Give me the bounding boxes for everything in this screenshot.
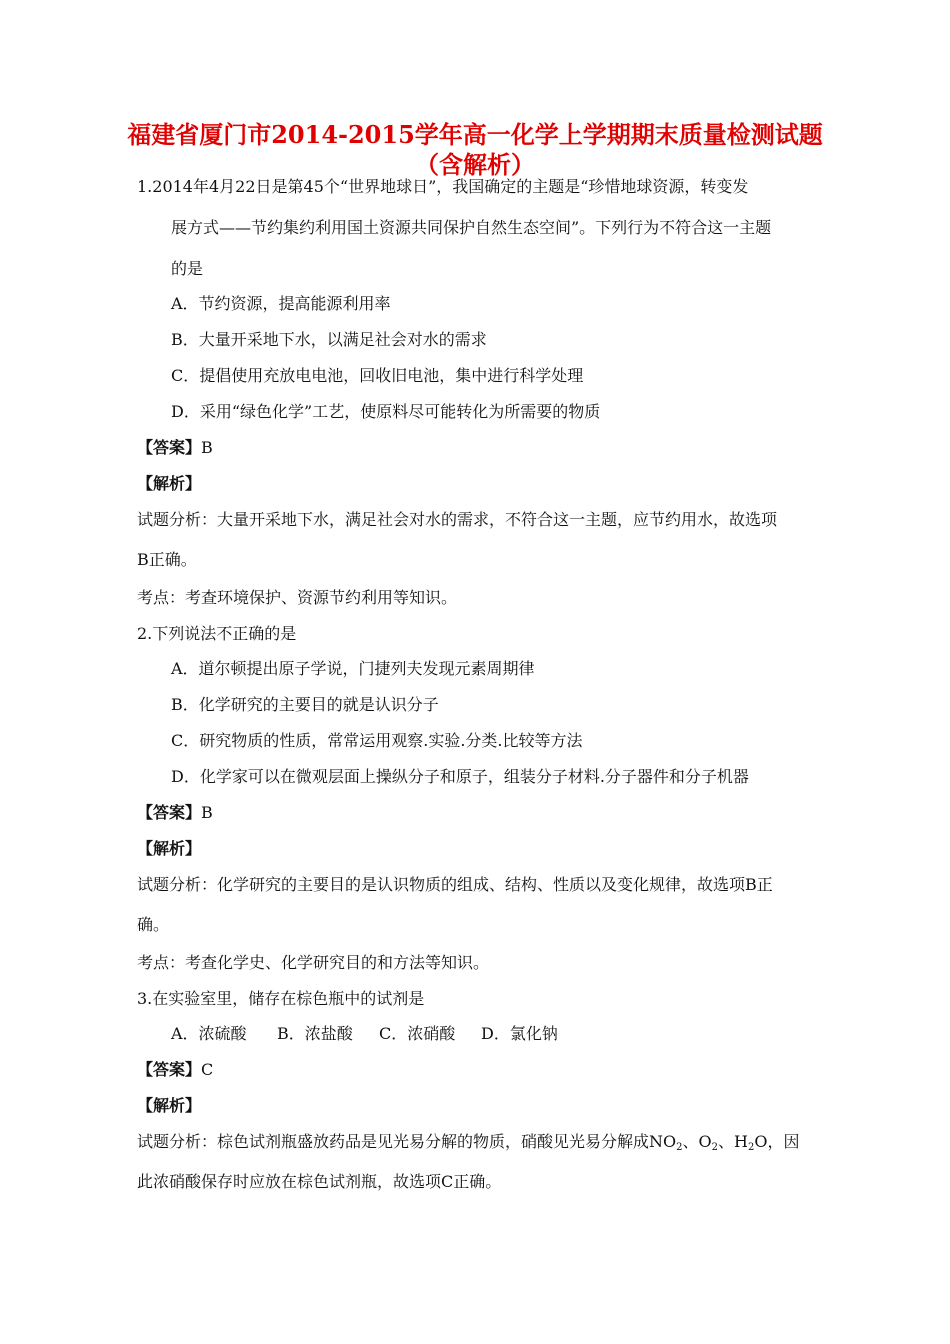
analysis-text: 、O xyxy=(682,1132,712,1151)
question-2-answer xyxy=(137,803,213,823)
question-3-option-d: D．氯化钠 xyxy=(481,1024,558,1043)
question-1-analysis-line-1: 试题分析：大量开采地下水，满足社会对水的需求，不符合这一主题，应节约用水，故选项 xyxy=(137,510,778,529)
question-1-option-d: D．采用“绿色化学”工艺，使原料尽可能转化为所需要的物质 xyxy=(171,402,601,421)
answer-label: 【答案】 xyxy=(137,803,202,822)
question-2-point: 考点：考查化学史、化学研究目的和方法等知识。 xyxy=(137,953,490,972)
question-3-option-c: C．浓硝酸 xyxy=(379,1024,456,1043)
question-1-point: 考点：考查环境保护、资源节约利用等知识。 xyxy=(137,588,458,607)
question-2-analysis-line-1: 试题分析：化学研究的主要目的是认识物质的组成、结构、性质以及变化规律，故选项B正 xyxy=(137,875,773,894)
question-2-stem: 2.下列说法不正确的是 xyxy=(137,624,297,643)
answer-value: C xyxy=(201,1060,214,1079)
question-2-analysis-label: 【解析】 xyxy=(137,839,202,858)
question-3-analysis-line-2: 此浓硝酸保存时应放在棕色试剂瓶，故选项C正确。 xyxy=(137,1172,502,1191)
question-1-stem-line-1: 1.2014年4月22日是第45个“世界地球日”，我国确定的主题是“珍惜地球资源，转变发 xyxy=(137,177,749,196)
question-2-analysis-line-2: 确。 xyxy=(137,915,170,934)
question-1-answer xyxy=(137,438,213,458)
question-3-options xyxy=(171,1024,558,1044)
subscript: 2 xyxy=(676,1142,683,1153)
question-2-option-a: A．道尔顿提出原子学说，门捷列夫发现元素周期律 xyxy=(171,659,535,678)
question-1-option-b: B．大量开采地下水，以满足社会对水的需求 xyxy=(171,330,487,349)
page-title: 福建省厦门市2014-2015学年高一化学上学期期末质量检测试题（含解析） xyxy=(127,120,823,179)
question-1-analysis-line-2: B正确。 xyxy=(137,550,197,569)
subscript: 2 xyxy=(747,1142,755,1153)
question-3-option-a: A．浓硫酸 xyxy=(171,1024,247,1043)
question-3-analysis-label: 【解析】 xyxy=(137,1096,202,1115)
answer-label: 【答案】 xyxy=(137,438,202,457)
analysis-text: 、H xyxy=(718,1132,748,1151)
question-1-stem-line-2: 展方式——节约集约利用国土资源共同保护自然生态空间”。下列行为不符合这一主题 xyxy=(171,218,772,237)
answer-label: 【答案】 xyxy=(137,1060,202,1079)
question-3-stem: 3.在实验室里，储存在棕色瓶中的试剂是 xyxy=(137,989,425,1008)
question-1-stem-line-3: 的是 xyxy=(171,259,204,278)
question-3-answer xyxy=(137,1060,213,1080)
question-3-analysis-line-1 xyxy=(137,1132,799,1152)
question-3-option-b: B．浓盐酸 xyxy=(277,1024,353,1043)
question-2-option-b: B．化学研究的主要目的就是认识分子 xyxy=(171,695,439,714)
question-1-option-a: A．节约资源，提高能源利用率 xyxy=(171,294,391,313)
question-2-option-c: C．研究物质的性质，常常运用观察.实验.分类.比较等方法 xyxy=(171,731,583,750)
answer-value: B xyxy=(201,438,213,457)
analysis-text: O，因 xyxy=(754,1132,800,1151)
answer-value: B xyxy=(201,803,213,822)
subscript: 2 xyxy=(711,1142,718,1153)
analysis-text: 试题分析：棕色试剂瓶盛放药品是见光易分解的物质，硝酸见光易分解成NO xyxy=(137,1132,677,1151)
question-2-option-d: D．化学家可以在微观层面上操纵分子和原子，组装分子材料.分子器件和分子机器 xyxy=(171,767,749,786)
question-1-analysis-label: 【解析】 xyxy=(137,474,202,493)
question-1-option-c: C．提倡使用充放电电池，回收旧电池，集中进行科学处理 xyxy=(171,366,584,385)
